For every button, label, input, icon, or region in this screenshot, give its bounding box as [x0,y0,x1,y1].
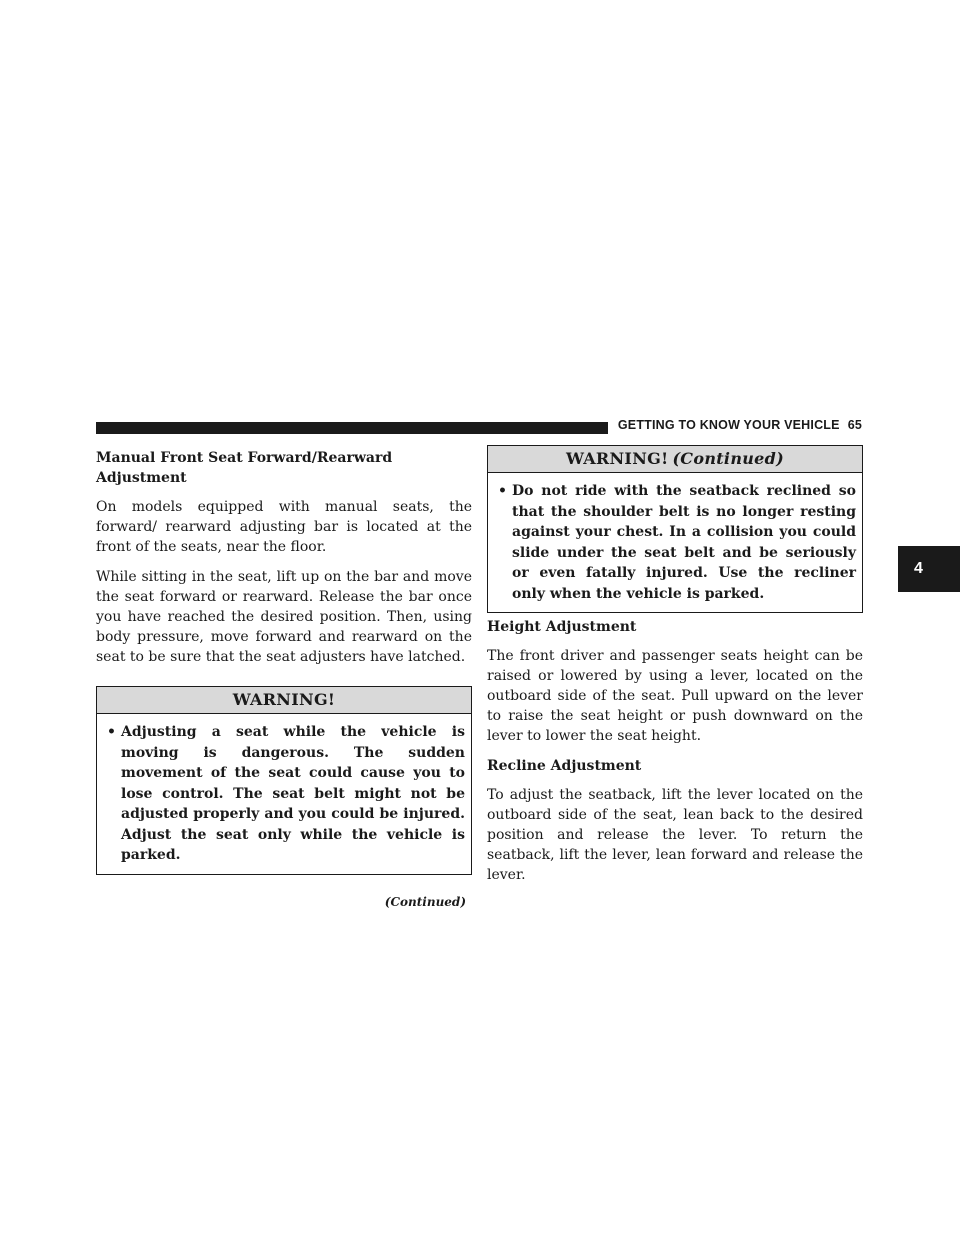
header-rule [96,422,608,434]
recline-adjustment-paragraph: To adjust the seatback, lift the lever located on the outboard side of the seat, lean back to the desired position and release the lever. To return the seatback, lift the lever, lean forward and release the lever. [487,787,863,883]
warning-title-continued: WARNING! (Continued) [488,446,862,473]
page-number: 65 [847,418,862,432]
warning-item [488,473,862,612]
running-header [618,418,862,432]
bullet-icon: • [107,724,116,740]
right-column [487,448,863,885]
warning-text: Do not ride with the seatback reclined so that the shoulder belt is no longer resting against your chest. In a collision you could slide under the seat belt and be seriously or even fatally injured. Use the recliner only when the vehicle is parked. [512,483,856,602]
height-adjustment-heading: Height Adjustment [487,619,637,635]
height-adjustment-paragraph: The front driver and passenger seats height can be raised or lowered by using a lever, located on the outboard side of the seat. Pull upward on the lever to raise the seat height or push downward on the lever to lower the seat height. [487,648,863,744]
manual-seat-heading: Manual Front Seat Forward/Rearward Adjustment [96,450,393,486]
manual-seat-paragraph-1: On models equipped with manual seats, the forward/ rearward adjusting bar is located at the front of the seats, near the floor. [96,499,472,555]
bullet-icon: • [498,483,507,499]
chapter-tab: 4 [898,546,960,592]
warning-text: Adjusting a seat while the vehicle is moving is dangerous. The sudden movement of the seat could cause you to lose control. The seat belt might not be adjusted properly and you could be injured. Adjust the seat only while the vehicle is parked. [121,724,465,863]
recline-adjustment-heading: Recline Adjustment [487,758,642,774]
section-title: GETTING TO KNOW YOUR VEHICLE [617,418,840,432]
continued-label: (Continued) [384,894,466,909]
warning-title: WARNING! [97,687,471,714]
left-column [96,448,472,909]
warning-box [96,686,472,875]
manual-seat-paragraph-2: While sitting in the seat, lift up on the bar and move the seat forward or rearward. Release the bar once you have reached the desired position. Then, using body pressure, move forward and rearward on the seat to be sure that the seat adjusters have latched. [96,569,472,665]
warning-item [97,714,471,874]
warning-box-continued [487,445,863,613]
